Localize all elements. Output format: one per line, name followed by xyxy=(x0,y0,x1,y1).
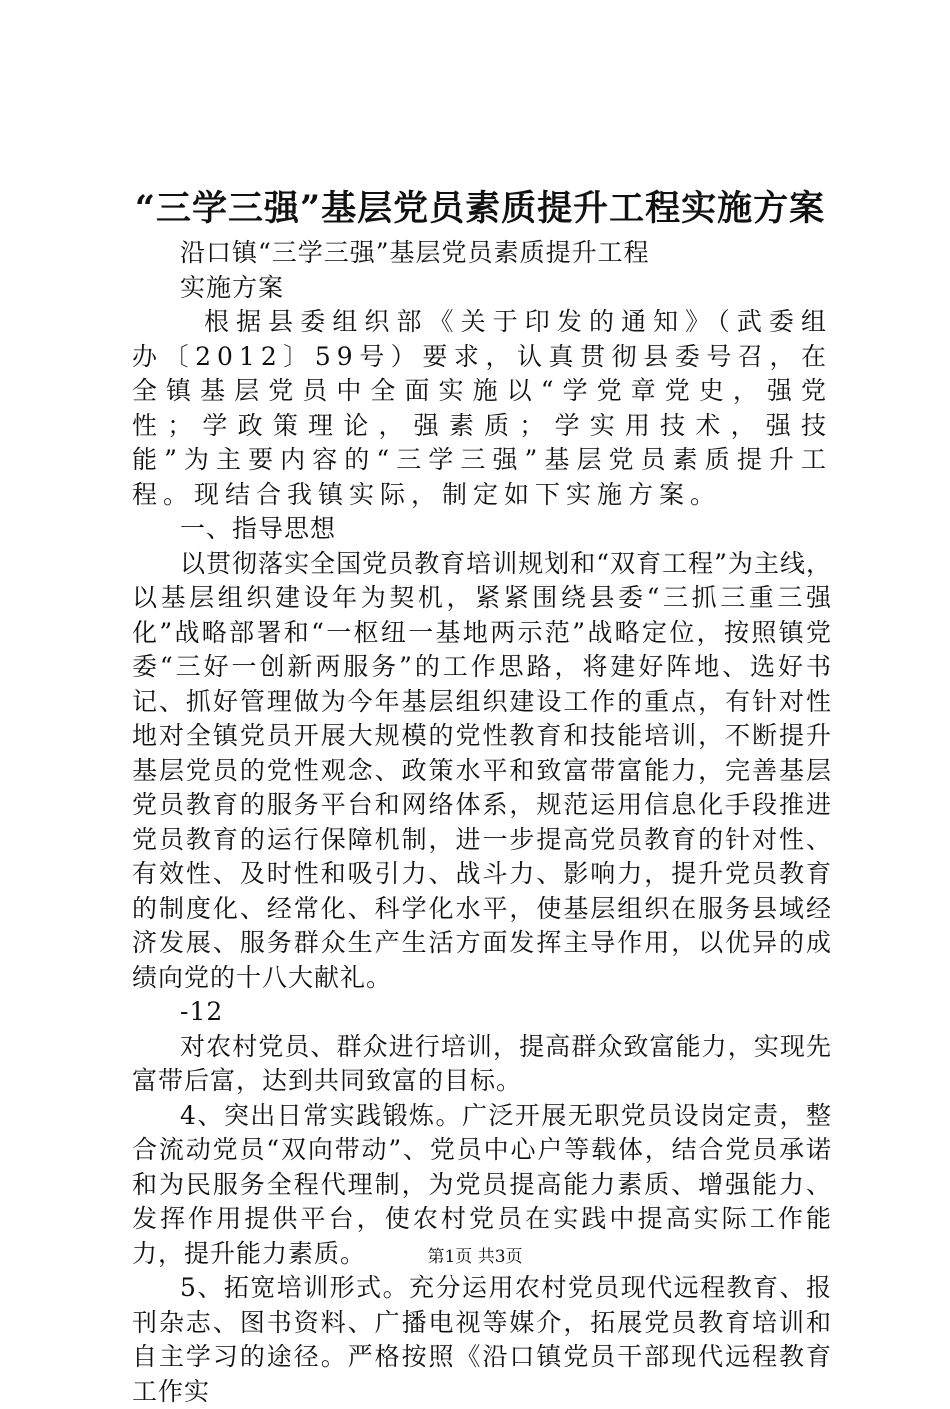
section-heading: 一、指导思想 xyxy=(180,514,337,543)
subtitle-line: 实施方案 xyxy=(180,272,285,302)
body-paragraph: 以贯彻落实全国党员教育培训规划和“双育工程”为主线，以基层组织建设年为契机，紧紧围绕县委“三抓三重三强化”战略部署和“一枢纽一基地两示范”战略定位，按照镇党委“三好一创新两服务”的工作思路，将建好阵地、选好书记、抓好管理做为今年基层组织建设工作的重点，有针对性地对全镇党员开展大规模的党性教育和技能培训，不断提升基层党员的党性观念、政策水平和致富带富能力，完善基层党员教育的服务平台和网络体系，规范运用信息化手段推进党员教育的运行保障机制，进一步提高党员教育的针对性、有效性、及时性和吸引力、战斗力、影响力，提升党员教育的制度化、经常化、科学化水平，使基层组织在服务县域经济发展、服务群众生产生活方面发挥主导作用，以优异的成绩向党的十八大献礼。 xyxy=(132,548,832,992)
body-paragraph: 5、拓宽培训形式。充分运用农村党员现代远程教育、报刊杂志、图书资料、广播电视等媒介，拓展党员教育培训和自主学习的途径。严格按照《沿口镇党员干部现代远程教育工作实 xyxy=(132,1273,832,1406)
document-body xyxy=(132,236,832,1409)
body-paragraph: 4、突出日常实践锻炼。广泛开展无职党员设岗定责，整合流动党员“双向带动”、党员中心户等载体，结合党员承诺和为民服务全程代理制，为党员提高能力素质、增强能力、发挥作用提供平台，使农村党员在实践中提高实际工作能力，提升能力素质。 xyxy=(132,1100,832,1268)
page-footer: 第1页 共3页 xyxy=(427,1247,523,1267)
subtitle-line: 沿口镇“三学三强”基层党员素质提升工程 xyxy=(180,238,650,267)
document-title: “三学三强”基层党员素质提升工程实施方案 xyxy=(134,188,826,229)
body-paragraph: 根据县委组织部《关于印发的通知》（武委组办〔2012〕59号）要求，认真贯彻县委号召，在全镇基层党员中全面实施以“学党章党史，强党性；学政策理论，强素质；学实用技术，强技能”为主要内容的“三学三强”基层党员素质提升工程。现结合我镇实际，制定如下实施方案。 xyxy=(132,307,832,509)
body-paragraph: 对农村党员、群众进行培训，提高群众致富能力，实现先富带后富，达到共同致富的目标。 xyxy=(132,1031,832,1095)
body-paragraph: -12 xyxy=(180,997,224,1026)
